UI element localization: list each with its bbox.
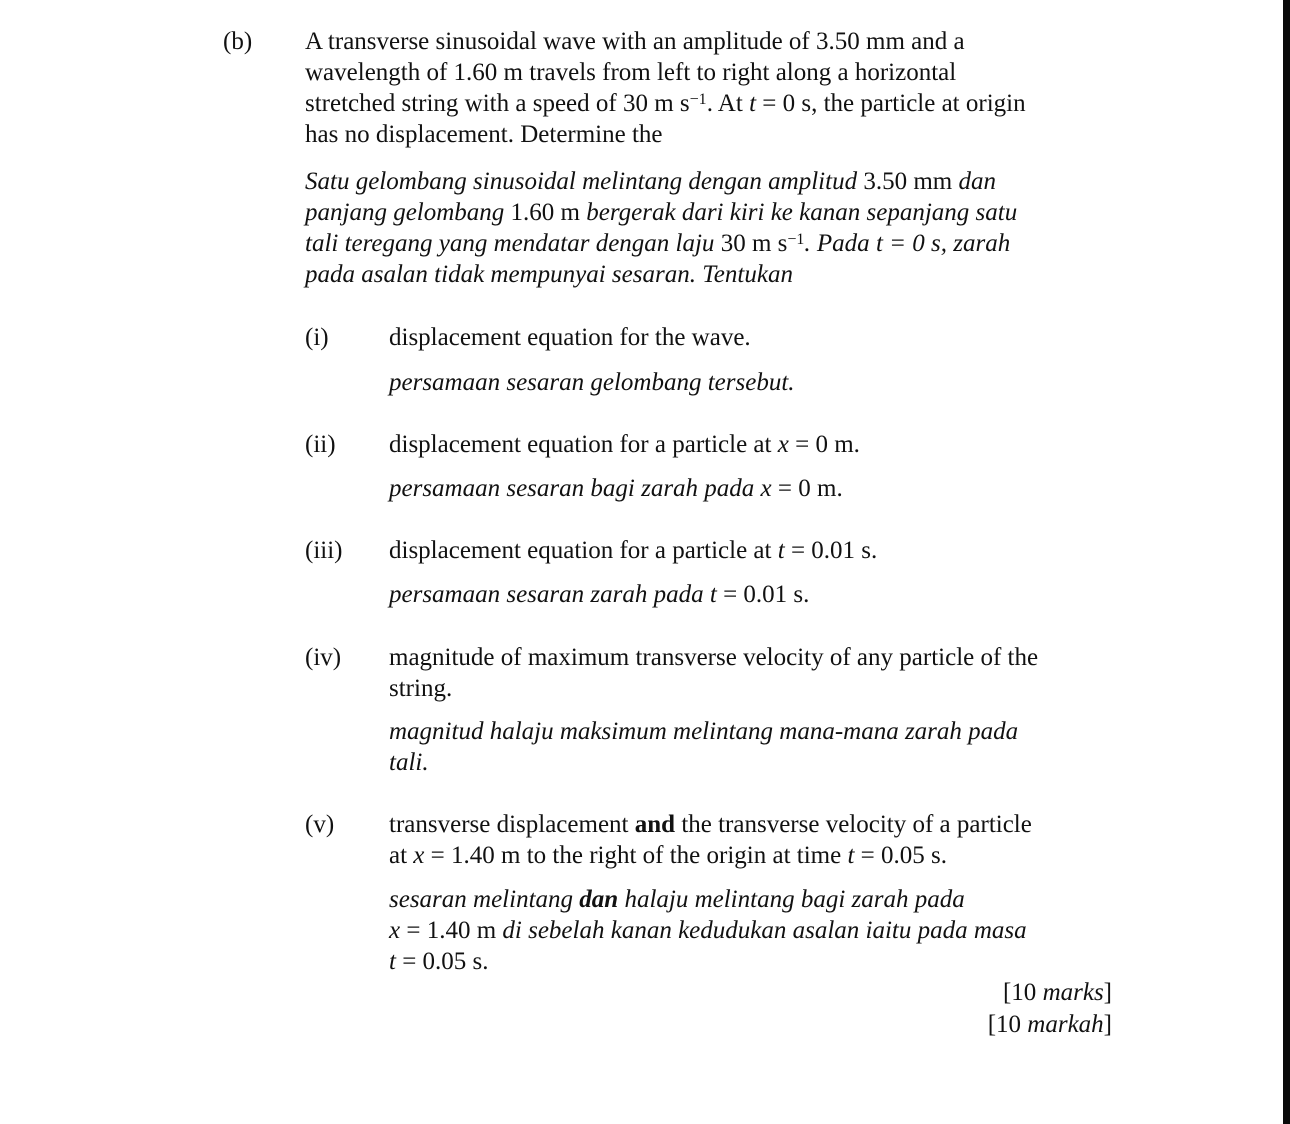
question-line: magnitud halaju maksimum melintang mana-mana zarah pada: [389, 718, 1019, 745]
part-question-ms: [305, 166, 1017, 290]
item-iii-ms: persamaan sesaran zarah pada t = 0.01 s.: [389, 581, 810, 608]
item-iv-en: [389, 642, 1038, 704]
item-ii-ms: persamaan sesaran bagi zarah pada x = 0 m.: [389, 475, 843, 502]
question-line: has no displacement. Determine the: [305, 121, 663, 148]
question-line: tali.: [389, 749, 429, 776]
part-label: (b): [223, 28, 253, 55]
marks-en: [10 marks]: [1002, 979, 1112, 1006]
part-question-en: [305, 26, 1026, 150]
item-i-en: displacement equation for the wave.: [389, 324, 751, 351]
question-line: Satu gelombang sinusoidal melintang dengan amplitud 3.50 mm dan: [305, 168, 996, 195]
question-line: at x = 1.40 m to the right of the origin at time t = 0.05 s.: [389, 842, 947, 869]
question-line: sesaran melintang dan halaju melintang bagi zarah pada: [389, 886, 965, 913]
item-iv-ms: [389, 716, 1018, 778]
item-v-ms: [389, 884, 1027, 977]
item-label-v: (v): [305, 811, 335, 838]
marks-ms: [10 markah]: [987, 1011, 1112, 1038]
page-edge-bar: [1283, 0, 1290, 1124]
item-label-i: (i): [305, 324, 329, 351]
question-line: pada asalan tidak mempunyai sesaran. Tentukan: [305, 261, 793, 288]
question-line: magnitude of maximum transverse velocity of any particle of the: [389, 644, 1039, 671]
question-line: transverse displacement and the transverse velocity of a particle: [389, 811, 1032, 838]
item-label-ii: (ii): [305, 431, 336, 458]
question-line: t = 0.05 s.: [389, 948, 489, 975]
item-iii-en: displacement equation for a particle at t = 0.01 s.: [389, 537, 878, 564]
question-line: A transverse sinusoidal wave with an amplitude of 3.50 mm and a: [305, 28, 965, 55]
question-line: x = 1.40 m di sebelah kanan kedudukan asalan iaitu pada masa: [389, 917, 1027, 944]
item-i-ms: persamaan sesaran gelombang tersebut.: [389, 369, 795, 396]
question-line: stretched string with a speed of 30 m $s^{-1}$. At t = 0 s, the particle at origin: [305, 90, 1026, 117]
question-line: string.: [389, 675, 453, 702]
item-ii-en: displacement equation for a particle at x = 0 m.: [389, 431, 860, 458]
question-line: tali teregang yang mendatar dengan laju 30 m $s^{-1}$. Pada t = 0 s, zarah: [305, 230, 1011, 257]
question-line: wavelength of 1.60 m travels from left to right along a horizontal: [305, 59, 957, 86]
item-label-iv: (iv): [305, 644, 342, 671]
item-label-iii: (iii): [305, 537, 343, 564]
item-v-en: [389, 809, 1032, 871]
question-line: panjang gelombang 1.60 m bergerak dari kiri ke kanan sepanjang satu: [305, 199, 1018, 226]
